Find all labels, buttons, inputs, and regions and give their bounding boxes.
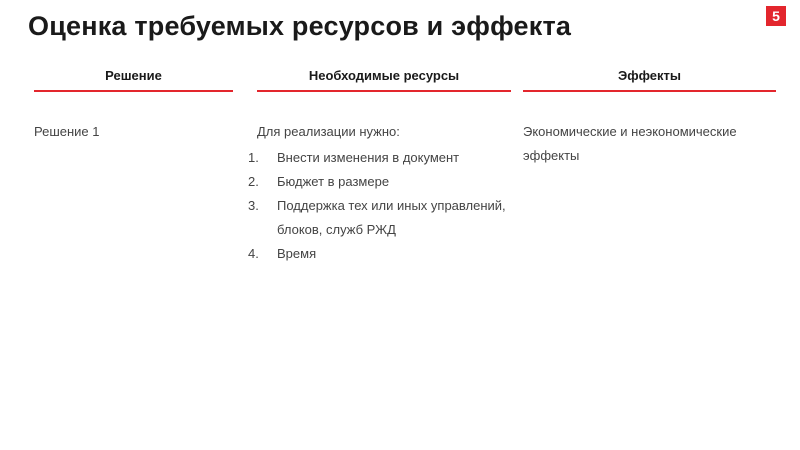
column-header-solution: Решение [105,68,162,83]
list-item-text: Бюджет в размере [277,174,390,189]
list-item [248,242,510,266]
column-divider-effects [523,90,776,92]
list-item-text: Поддержка тех или иных управлений, блоков, служб РЖД [277,198,506,237]
list-item-number: 1. [248,150,259,165]
list-item-number: 2. [248,174,259,189]
effects-text: Экономические и неэкономические эффекты [523,124,737,163]
solution-text: Решение 1 [34,124,100,139]
list-item-text: Время [277,246,317,261]
column-header-effects: Эффекты [617,68,682,83]
column-divider-solution [34,90,233,92]
slide-title: Оценка требуемых ресурсов и эффекта [28,11,572,41]
page-number-badge: 5 [766,6,786,26]
list-item-number: 3. [248,198,259,213]
list-item [248,170,510,194]
list-item-text: Внести изменения в документ [277,150,460,165]
resources-intro: Для реализации нужно: [257,124,400,139]
column-header-resources: Необходимые ресурсы [308,68,460,83]
list-item [248,194,510,242]
list-item-number: 4. [248,246,259,261]
resources-list [248,146,510,266]
column-divider-resources [257,90,511,92]
list-item [248,146,510,170]
